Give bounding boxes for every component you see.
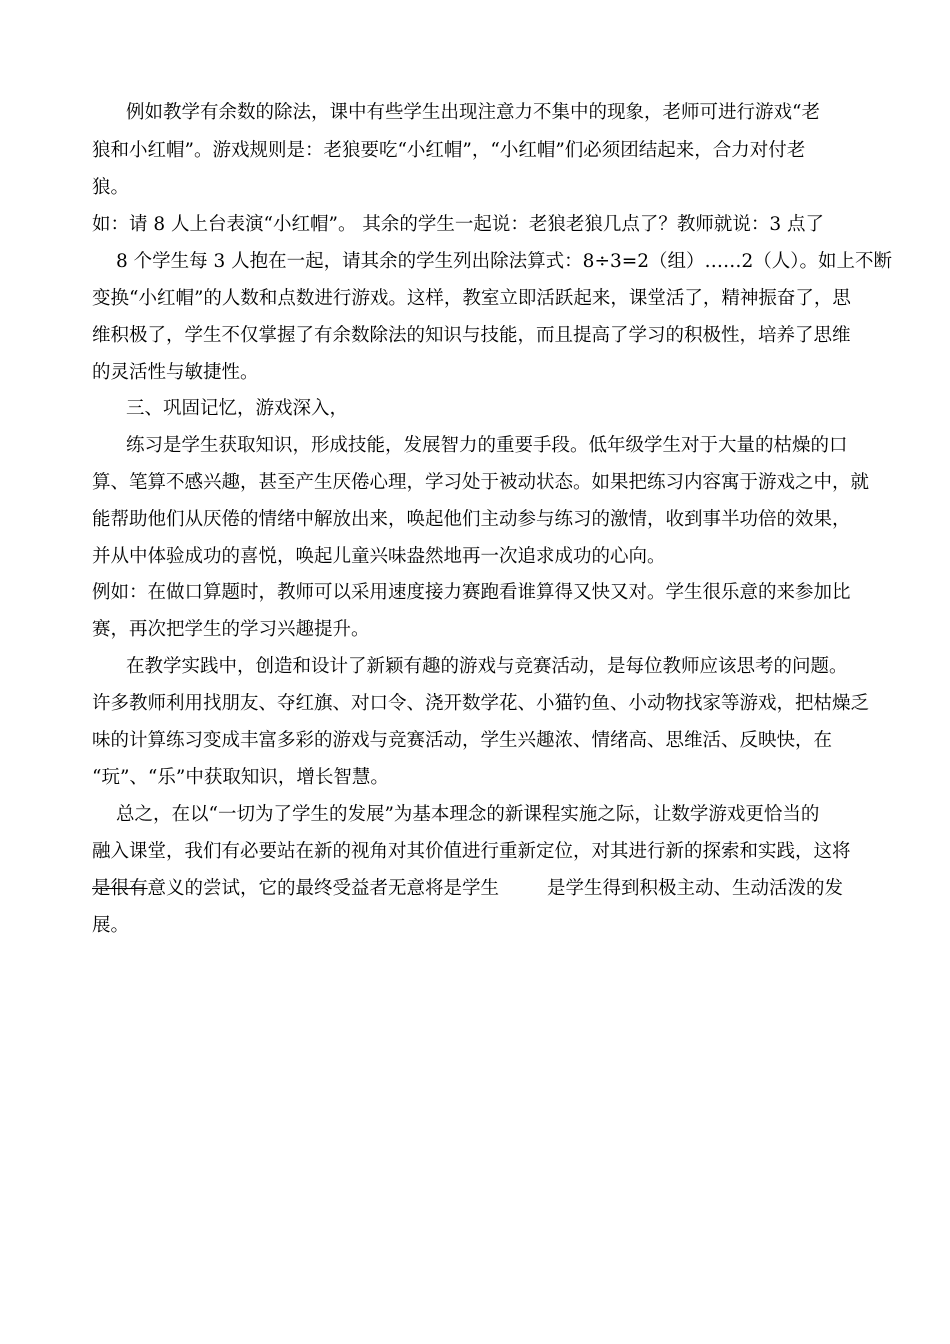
p3-line2: 变换“小红帽”的人数和点数进行游戏。这样，教室立即活跃起来，课堂活了，精神振奋了，思 bbox=[92, 288, 851, 309]
p6-line2: 许多教师利用找朋友、夺红旗、对口令、浇开数学花、小猫钓鱼、小动物找家等游戏，把枯燥乏 bbox=[92, 693, 870, 714]
p7-line2: 融入课堂，我们有必要站在新的视角对其价值进行重新定位，对其进行新的探索和实践，这将 bbox=[92, 841, 851, 862]
p7-line3-text-b: 是学生得到积极主动、生动活泼的发 bbox=[547, 878, 844, 899]
p6-line3: 味的计算练习变成丰富多彩的游戏与竞赛活动，学生兴趣浓、情绪高、思维活、反映快，在 bbox=[92, 730, 833, 751]
p6-line4: “玩”、“乐”中获取知识，增长智慧。 bbox=[92, 767, 389, 788]
p7-line1: 总之，在以“一切为了学生的发展”为基本理念的新课程实施之际，让数学游戏更恰当的 bbox=[116, 804, 820, 825]
p4-line3: 能帮助他们从厌倦的情绪中解放出来，唤起他们主动参与练习的激情，收到事半功倍的效果， bbox=[92, 509, 851, 530]
p3-line1: 8 个学生每 3 人抱在一起，请其余的学生列出除法算式：8÷3=2（组）……2（人）。如上不断 bbox=[116, 251, 893, 272]
p7-line3-strikethrough: 是很有 bbox=[92, 878, 148, 899]
p1-line2: 狼和小红帽”。游戏规则是：老狼要吃“小红帽”，“小红帽”们必须团结起来，合力对付老 bbox=[92, 140, 806, 161]
p2-line1: 如：请 8 人上台表演“小红帽”。 其余的学生一起说：老狼老狼几点了？教师就说：3 点了 bbox=[92, 214, 824, 235]
p5-line1: 例如：在做口算题时，教师可以采用速度接力赛跑看谁算得又快又对。学生很乐意的来参加比 bbox=[92, 582, 851, 603]
section-heading-3: 三、巩固记忆，游戏深入， bbox=[126, 398, 349, 419]
p7-line3-text-a: 意义的尝试，它的最终受益者无意将是学生 bbox=[147, 878, 500, 899]
p3-line4: 的灵活性与敏捷性。 bbox=[92, 362, 259, 383]
p7-line3 bbox=[92, 873, 862, 905]
p1-line3: 狼。 bbox=[92, 177, 130, 198]
p1-line1: 例如教学有余数的除法，课中有些学生出现注意力不集中的现象，老师可进行游戏“老 bbox=[126, 102, 820, 123]
p4-line1: 练习是学生获取知识，形成技能，发展智力的重要手段。低年级学生对于大量的枯燥的口 bbox=[126, 435, 848, 456]
p4-line2: 算、笔算不感兴趣，甚至产生厌倦心理，学习处于被动状态。如果把练习内容寓于游戏之中，就 bbox=[92, 472, 870, 493]
p5-line2: 赛，再次把学生的学习兴趣提升。 bbox=[92, 619, 370, 640]
p6-line1: 在教学实践中，创造和设计了新颖有趣的游戏与竞赛活动，是每位教师应该思考的问题。 bbox=[126, 656, 848, 677]
p7-line4: 展。 bbox=[92, 915, 130, 936]
p3-line3: 维积极了，学生不仅掌握了有余数除法的知识与技能，而且提高了学习的积极性，培养了思维 bbox=[92, 325, 851, 346]
p4-line4: 并从中体验成功的喜悦，唤起儿童兴味盎然地再一次追求成功的心向。 bbox=[92, 546, 666, 567]
